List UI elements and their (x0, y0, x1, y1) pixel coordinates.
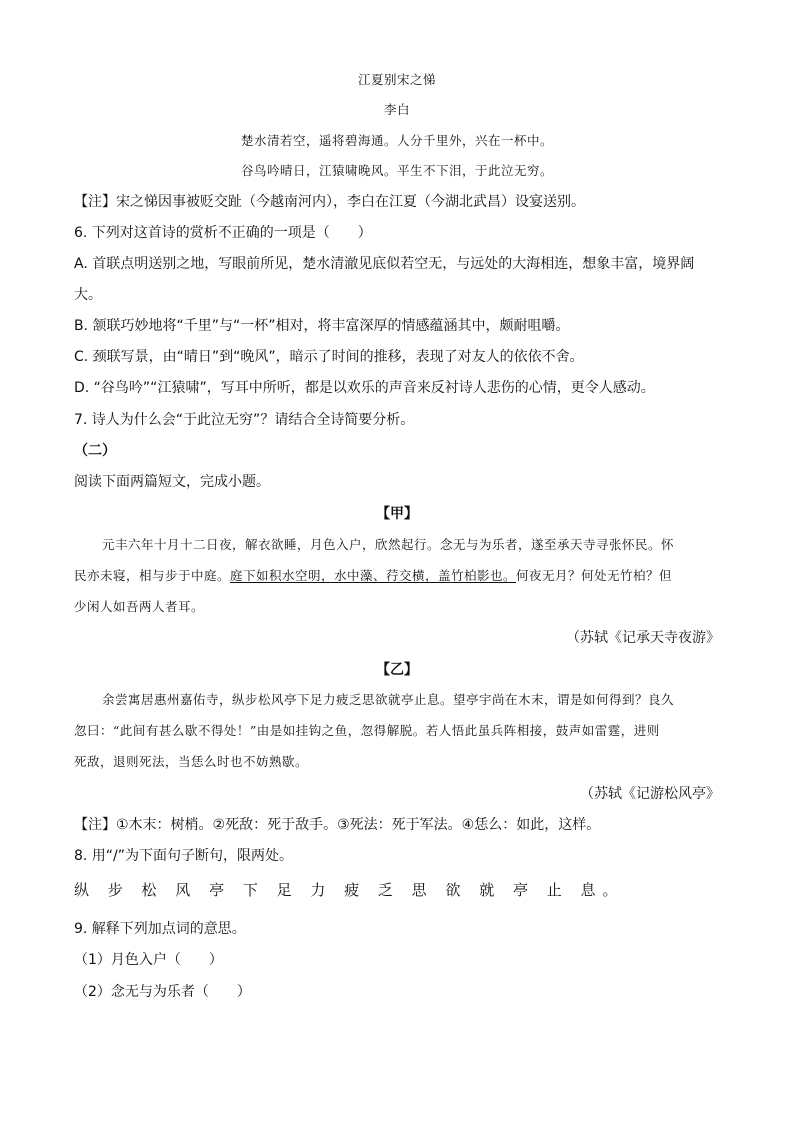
passage-jia-line-3: 少闲人如吾两人者耳。 (74, 599, 205, 614)
poem-line-2: 谷鸟吟晴日，江猿啸晚风。平生不下泪，于此泣无穷。 (240, 163, 553, 178)
option-a-line-1: A. 首联点明送别之地，写眼前所见，楚水清澈见底似若空无，与远处的大海相连，想象丰富，境界阔 (74, 256, 695, 272)
poem-title: 江夏别宋之悌 (357, 72, 436, 87)
question-8-sentence: 纵 步 松 风 亭 下 足 力 疲 乏 思 欲 就 亭 止 息。 (74, 881, 625, 899)
passage-jia-line-2-end: 何夜无月？何处无竹柏？但 (516, 568, 673, 583)
passage-yi-label: 【乙】 (376, 662, 418, 678)
passage-yi-line-1: 余尝寓居惠州嘉佑寺，纵步松风亭下足力疲乏思欲就亭止息。望亭宇尚在木末，谓是如何得到？良久 (102, 692, 675, 707)
passage-jia-line-2-start: 民亦未寝，相与步于中庭。 (74, 568, 231, 583)
option-d: D. “谷鸟吟”“江猿啸”，写耳中所听，都是以欢乐的声音来反衬诗人悲伤的心情，更令人感动。 (74, 380, 655, 396)
passage-jia-source: （苏轼《记承天寺夜游》 (566, 630, 720, 646)
poem-author: 李白 (383, 102, 410, 117)
option-c: C. 颈联写景，由“晴日”到“晚风”，暗示了时间的推移，表现了对友人的依依不舍。 (74, 349, 584, 365)
question-8-stem: 8. 用“/”为下面句子断句，限两处。 (74, 848, 294, 864)
question-6-stem: 6. 下列对这首诗的赏析不正确的一项是（ ） (74, 225, 372, 241)
question-9-item-2: （2）念无与为乐者（ ） (74, 984, 251, 1000)
passage-jia-line-1: 元丰六年十月十二日夜，解衣欲睡，月色入户，欣然起行。念无与为乐者，遂至承天寺寻张怀民。怀 (102, 537, 675, 552)
poem-line-1: 楚水清若空，遥将碧海通。人分千里外，兴在一杯中。 (240, 133, 553, 148)
question-9-item-1: （1）月色入户（ ） (74, 952, 223, 968)
question-9-stem: 9. 解释下列加点词的意思。 (74, 921, 246, 937)
question-7: 7. 诗人为什么会“于此泣无穷”？请结合全诗简要分析。 (74, 412, 415, 428)
passage-yi-note: 【注】①木末：树梢。②死敌：死于敌手。③死法：死于军法。④恁么：如此，这样。 (74, 817, 601, 833)
passage-jia-label: 【甲】 (376, 506, 418, 522)
passage-jia-underlined-sentence: 庭下如积水空明，水中藻、荇交横，盖竹柏影也。 (230, 568, 517, 583)
section-2-heading: （二） (74, 443, 116, 459)
passage-yi-line-2: 忽曰：“此间有甚么歇不得处！”由是如挂钩之鱼，忽得解脱。若人悟此虽兵阵相接，鼓声如雷霆，进则 (74, 723, 660, 738)
poem-note: 【注】宋之悌因事被贬交趾（今越南河内），李白在江夏（今湖北武昌）设宴送别。 (74, 194, 585, 210)
passage-yi-source: （苏轼《记游松风亭》 (580, 786, 720, 802)
passage-yi-line-3: 死敌，退则死法，当恁么时也不妨熟歇。 (74, 754, 309, 769)
option-a-line-2: 大。 (74, 287, 102, 303)
section-2-intro: 阅读下面两篇短文，完成小题。 (74, 474, 270, 490)
option-b: B. 颔联巧妙地将“千里”与“一杯”相对，将丰富深厚的情感蕴涵其中，颇耐咀嚼。 (74, 318, 570, 334)
passage-jia-line-2 (74, 566, 720, 586)
